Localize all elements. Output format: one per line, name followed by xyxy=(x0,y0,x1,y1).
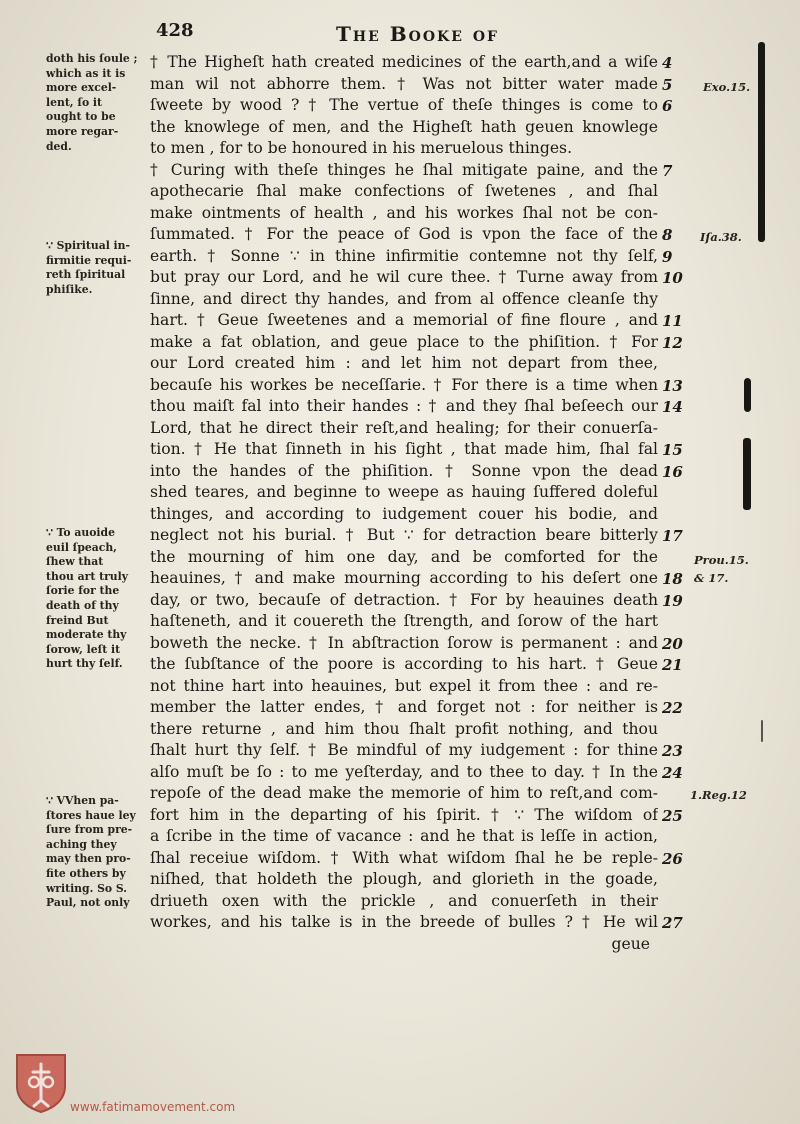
cross-reference: Iſa.38. xyxy=(700,230,742,244)
text-line: apothecarie ſhal make confections of ſwetenes , and ſhal xyxy=(150,182,658,200)
text-line: ſhal receiue wiſdom. † With what wiſdom ſhal he be reple- xyxy=(150,848,658,867)
text-line: member the latter endes, † and forget not : for neither is xyxy=(150,698,658,716)
verse-number: 11 xyxy=(662,312,683,330)
text-line: alſo muſt be ſo : to me yeſterday, and to thee to day. † In the xyxy=(150,762,658,781)
cross-reference: Exo.15. xyxy=(703,80,751,94)
cross-reference: Prou.15. xyxy=(694,553,749,567)
margin-note-line: ſorow, leſt it xyxy=(46,642,121,656)
margin-rule xyxy=(744,378,751,412)
running-head xyxy=(150,16,690,50)
verse-number: 10 xyxy=(662,269,683,287)
text-line: becauſe his workes be neceſſarie. † For there is a time when xyxy=(150,375,658,394)
margin-note-line: moderate thy xyxy=(46,628,127,642)
verse-number: 6 xyxy=(662,97,673,115)
margin-note xyxy=(46,52,150,154)
text-line: tion. † He that ſinneth in his ſight , that made him, ſhal fal xyxy=(150,440,658,458)
text-line: † Curing with theſe thinges he ſhal mitigate paine, and the xyxy=(150,160,658,179)
verse-number: 8 xyxy=(662,226,673,244)
text-line: but pray our Lord, and he wil cure thee. † Turne away from xyxy=(150,268,658,286)
margin-note-line: firmitie requi- xyxy=(46,253,132,267)
verse-number: 25 xyxy=(662,806,683,825)
verse-number: 27 xyxy=(662,914,683,932)
text-line: the ſubſtance of the poore is according to his hart. † Geue xyxy=(150,655,658,673)
verse-number: 23 xyxy=(662,742,683,760)
margin-note-line: death of thy xyxy=(46,598,119,612)
verse-number: 7 xyxy=(662,161,673,180)
margin-note-line: ought to be xyxy=(46,110,116,124)
margin-note-line: thou art truly xyxy=(46,569,128,583)
papal-emblem-icon xyxy=(14,1052,68,1114)
text-line: workes, and his talke is in the breede of bulles ? † He wil xyxy=(150,913,658,931)
text-line: man wil not abhorre them. † Was not bitter water made xyxy=(150,74,658,93)
verse-number: 20 xyxy=(662,634,683,653)
text-line: to men , for to be honoured in his meruelous thinges. xyxy=(150,139,573,157)
cross-reference: & 17. xyxy=(694,571,729,585)
margin-note-line: ∵ Spiritual in- xyxy=(46,239,130,252)
margin-note-line: lent, ſo it xyxy=(46,95,103,109)
cross-reference: 1.Reg.12 xyxy=(690,788,747,802)
verse-number: 21 xyxy=(662,656,683,674)
text-line: neglect not his burial. † But ∵ for detraction beare bitterly xyxy=(150,526,658,544)
margin-note-line: more excel- xyxy=(46,81,117,95)
verse-number: 4 xyxy=(662,54,673,72)
margin-note-line: euil ſpeach, xyxy=(46,540,117,554)
verse-number: 16 xyxy=(662,462,683,481)
text-line: into the handes of the phiſition. † Sonne vpon the dead xyxy=(150,461,658,480)
margin-rule xyxy=(761,720,763,742)
text-line: driueth oxen with the prickle , and conuerſeth in their xyxy=(150,891,658,910)
verse-number: 9 xyxy=(662,247,673,266)
text-line: repoſe of the dead make the memorie of him to reſt,and com- xyxy=(150,784,658,802)
text-line: our Lord created him : and let him not depart from thee, xyxy=(150,354,658,372)
margin-note-line: ſhew that xyxy=(46,555,104,569)
verse-number: 26 xyxy=(662,849,683,868)
margin-note-line: writing. So S. xyxy=(46,881,128,895)
text-line: ſhalt hurt thy ſelf. † Be mindful of my iudgement : for thine xyxy=(150,741,658,759)
margin-rule xyxy=(743,438,751,510)
verse-number: 17 xyxy=(662,527,683,545)
margin-note-line: hurt thy ſelf. xyxy=(46,657,123,671)
text-line: ſinne, and direct thy handes, and from al offence cleanſe thy xyxy=(150,289,658,308)
text-line: earth. † Sonne ∵ in thine infirmitie contemne not thy ſelf, xyxy=(150,246,658,265)
text-line: ſweete by wood ? † The vertue of theſe thinges is come to xyxy=(150,96,658,114)
margin-note-line: more regar- xyxy=(46,124,119,138)
verse-number: 24 xyxy=(662,763,683,782)
verse-number: 13 xyxy=(662,376,683,395)
margin-note-line: fite others by xyxy=(46,866,126,880)
margin-note-line: which as it is xyxy=(46,66,126,80)
margin-note-line: Paul, not only xyxy=(46,896,130,910)
text-line: boweth the necke. † In abſtraction ſorow is permanent : and xyxy=(150,633,658,652)
verse-number: 5 xyxy=(662,75,673,94)
margin-note xyxy=(46,239,150,297)
margin-note-line: ſtores haue ley xyxy=(46,808,136,822)
margin-note-line: ſorie for the xyxy=(46,584,120,598)
margin-note-line: ded. xyxy=(46,139,72,153)
book-title: The Booke of xyxy=(336,22,499,46)
text-line: a ſcribe in the time of vacance : and he that is leſſe in action, xyxy=(150,827,658,845)
text-line: the mourning of him one day, and be comforted for the xyxy=(150,547,658,566)
text-line: ſummated. † For the peace of God is vpon the face of the xyxy=(150,225,658,243)
verse-number: 12 xyxy=(662,333,683,352)
text-line: haſteneth, and it couereth the ſtrength, and ſorow of the hart xyxy=(150,612,658,630)
margin-note xyxy=(46,794,150,911)
text-line: thou maiſt fal into their handes : † and they ſhal beſeech our xyxy=(150,397,658,415)
text-line: heauines, † and make mourning according to his deſert one xyxy=(150,569,658,587)
text-line: † The Higheſt hath created medicines of the earth,and a wiſe xyxy=(150,53,658,71)
verse-number: 15 xyxy=(662,441,683,459)
text-line: there returne , and him thou ſhalt profit nothing, and thou xyxy=(150,719,658,738)
margin-note-line: ſure from pre- xyxy=(46,823,133,837)
margin-note-line: phiſike. xyxy=(46,282,93,296)
margin-note-line: reth ſpiritual xyxy=(46,268,126,282)
text-line: the knowlege of men, and the Higheſt hath geuen knowlege xyxy=(150,117,658,136)
text-line: fort him in the departing of his ſpirit. † ∵ The wiſdom of xyxy=(150,805,658,824)
text-line: hart. † Geue ſweetenes and a memorial of fine floure , and xyxy=(150,311,658,329)
text-line: niſhed, that holdeth the plough, and glorieth in the goade, xyxy=(150,870,658,888)
verse-number: 19 xyxy=(662,591,683,610)
main-text xyxy=(150,52,658,955)
margin-note-line: may then pro- xyxy=(46,852,131,866)
text-line: make ointments of health , and his workes ſhal not be con- xyxy=(150,203,658,222)
catchword: geue xyxy=(611,934,650,953)
margin-note-line: aching they xyxy=(46,837,117,851)
margin-note-line: ∵ To auoide xyxy=(46,526,115,539)
website-link[interactable]: www.fatimamovement.com xyxy=(70,1100,236,1114)
text-line: shed teares, and beginne to weepe as hauing ſuffered doleful xyxy=(150,483,658,501)
margin-note xyxy=(46,526,150,672)
verse-number: 22 xyxy=(662,699,683,717)
text-line: Lord, that he direct their reſt,and healing; for their conuerſa- xyxy=(150,418,658,437)
verse-number: 18 xyxy=(662,570,683,588)
page-number: 428 xyxy=(156,20,194,41)
text-line: make a fat oblation, and geue place to the phiſition. † For xyxy=(150,332,658,351)
margin-note-line: doth his ſoule ; xyxy=(46,52,138,65)
margin-note-line: freind But xyxy=(46,613,109,627)
text-line: not thine hart into heauines, but expel it from thee : and re- xyxy=(150,676,658,695)
verse-number: 14 xyxy=(662,398,683,416)
text-line: thinges, and according to iudgement couer his bodie, and xyxy=(150,504,658,523)
margin-note-line: ∵ VVhen pa- xyxy=(46,794,119,807)
text-line: day, or two, becauſe of detraction. † For by heauines death xyxy=(150,590,658,609)
margin-rule xyxy=(758,42,765,242)
